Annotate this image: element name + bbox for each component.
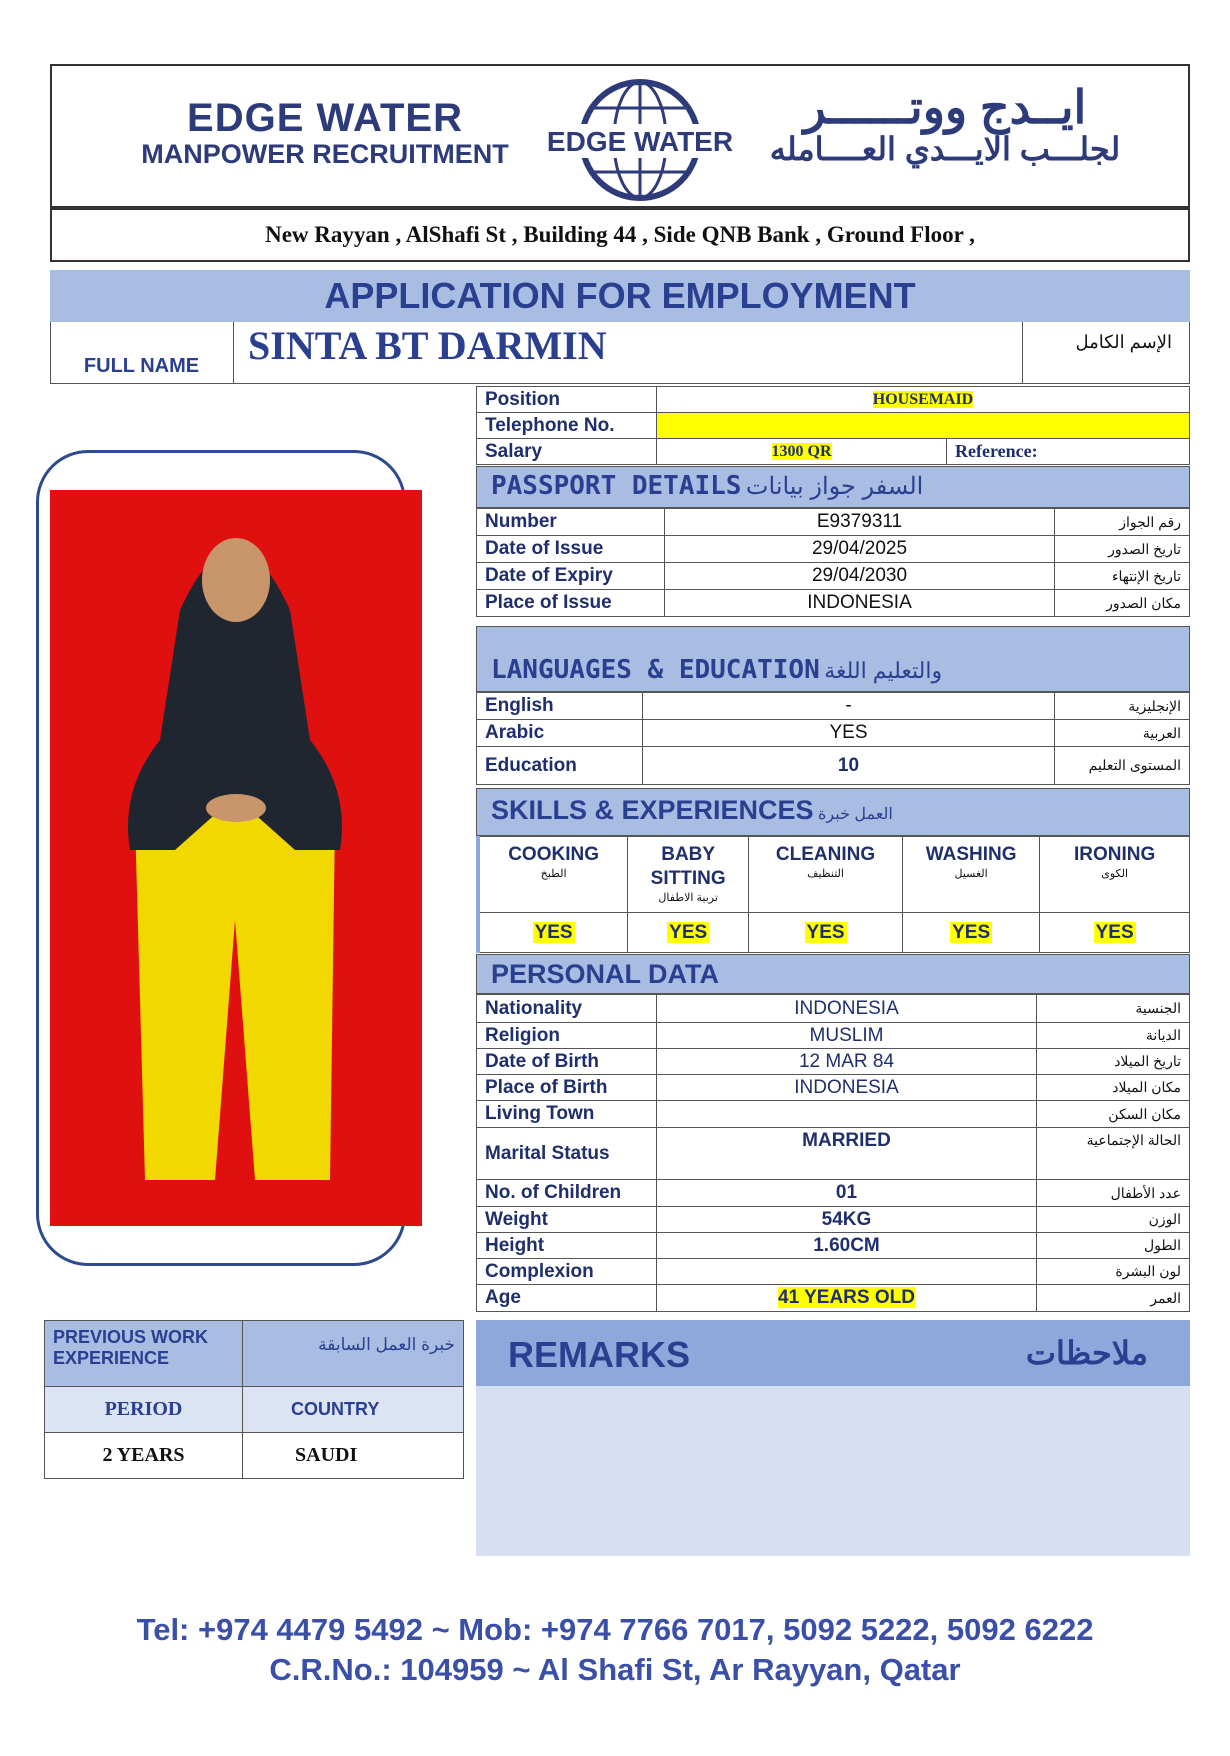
personal-row-label: Place of Birth: [477, 1075, 657, 1101]
table-row: [477, 1023, 1190, 1049]
personal-row-label: Height: [477, 1233, 657, 1259]
languages-row-value: -: [643, 693, 1055, 720]
personal-row-label-ar: لون البشرة: [1037, 1259, 1190, 1285]
table-row: [477, 536, 1190, 563]
skill-value-cell: [902, 913, 1039, 953]
table-row: [477, 720, 1190, 747]
table-row: [477, 1101, 1190, 1128]
passport-heading-ar: السفر جواز بيانات: [745, 473, 924, 500]
skill-value-cell: [628, 913, 749, 953]
skill-3: [902, 837, 1039, 913]
personal-row-label: No. of Children: [477, 1180, 657, 1207]
skill-label: BABY SITTING: [650, 844, 726, 889]
skill-value-cell: [749, 913, 903, 953]
languages-heading-ar: والتعليم اللغة: [824, 658, 943, 683]
work-experience-heading-ar: خبرة العمل السابقة: [318, 1335, 455, 1354]
skill-value-cell: [478, 913, 628, 953]
personal-row-value: INDONESIA: [794, 997, 899, 1019]
country-header: COUNTRY: [291, 1399, 380, 1419]
languages-row-label-ar: الإنجليزية: [1055, 693, 1190, 720]
personal-row-label: Complexion: [477, 1259, 657, 1285]
table-row: [477, 747, 1190, 785]
remarks-heading: [476, 1320, 1190, 1386]
languages-row-value: YES: [643, 720, 1055, 747]
table-row: [477, 1128, 1190, 1180]
company-name-line1: EDGE WATER: [187, 96, 463, 140]
passport-heading-en: PASSPORT DETAILS: [491, 471, 742, 501]
personal-row-value: 12 MAR 84: [798, 1050, 895, 1072]
salary-label: Salary: [477, 439, 657, 465]
personal-row-value: 54KG: [821, 1208, 872, 1230]
table-row: [477, 563, 1190, 590]
personal-table: [476, 994, 1190, 1312]
languages-row-label: Arabic: [477, 720, 643, 747]
personal-row-value: MUSLIM: [809, 1024, 884, 1046]
skill-0: [478, 837, 628, 913]
skill-label-ar: الكوى: [1101, 868, 1129, 880]
personal-row-label: Weight: [477, 1207, 657, 1233]
footer-contact: Tel: +974 4479 5492 ~ Mob: +974 7766 7017, 5092 5222, 5092 6222: [136, 1612, 1094, 1647]
skill-value: YES: [806, 921, 845, 943]
passport-row-label-ar: مكان الصدور: [1055, 590, 1190, 617]
company-logo: [540, 74, 740, 204]
skill-label: CLEANING: [775, 844, 876, 865]
skills-heading: [476, 788, 1190, 836]
personal-row-label-ar: الطول: [1037, 1233, 1190, 1259]
table-row: [477, 1259, 1190, 1285]
languages-row-label: Education: [477, 747, 643, 785]
table-row: [477, 1180, 1190, 1207]
passport-row-label: Date of Expiry: [477, 563, 665, 590]
personal-row-value: 1.60CM: [813, 1234, 880, 1256]
skills-heading-en: SKILLS & EXPERIENCES: [491, 795, 814, 825]
personal-row-label: Marital Status: [477, 1128, 657, 1180]
skill-label: WASHING: [925, 844, 1017, 865]
personal-row-label-ar: عدد الأطفال: [1037, 1180, 1190, 1207]
personal-row-label: Nationality: [477, 995, 657, 1023]
position-value: HOUSEMAID: [872, 390, 974, 408]
passport-row-value: 29/04/2025: [665, 536, 1055, 563]
page-title: APPLICATION FOR EMPLOYMENT: [324, 275, 916, 316]
skill-label: COOKING: [508, 844, 599, 865]
skill-value: YES: [952, 921, 991, 943]
full-name-label-ar: الإسم الكامل: [1022, 322, 1190, 384]
table-row: [477, 995, 1190, 1023]
personal-row-label: Age: [477, 1285, 657, 1312]
salary-value: 1300 QR: [771, 442, 832, 460]
passport-row-label-ar: تاريخ الإنتهاء: [1055, 563, 1190, 590]
remarks-heading-en: REMARKS: [508, 1334, 691, 1375]
full-name-label-text: FULL NAME: [83, 355, 200, 377]
personal-row-label: Living Town: [477, 1101, 657, 1128]
languages-table: [476, 692, 1190, 785]
table-row: [45, 1433, 464, 1479]
personal-row-label-ar: الجنسية: [1037, 995, 1190, 1023]
passport-row-label-ar: رقم الجواز: [1055, 509, 1190, 536]
full-name-value: SINTA BT DARMIN: [248, 323, 607, 368]
telephone-value: [657, 413, 1190, 439]
table-row: [477, 590, 1190, 617]
languages-row-label: English: [477, 693, 643, 720]
logo-text: EDGE WATER: [546, 126, 734, 157]
personal-row-label-ar: مكان الميلاد: [1037, 1075, 1190, 1101]
passport-row-label: Date of Issue: [477, 536, 665, 563]
position-label: Position: [477, 387, 657, 413]
footer-registration: C.R.No.: 104959 ~ Al Shafi St, Ar Rayyan, Qatar: [269, 1652, 961, 1687]
address-bar: [50, 208, 1190, 262]
job-info-table: [476, 386, 1190, 465]
passport-row-label-ar: تاريخ الصدور: [1055, 536, 1190, 563]
languages-heading-en: LANGUAGES & EDUCATION: [491, 655, 820, 685]
personal-row-label-ar: العمر: [1037, 1285, 1190, 1312]
passport-table: [476, 508, 1190, 617]
languages-heading: [476, 626, 1190, 692]
skill-label-ar: الغسيل: [954, 868, 988, 880]
address-text: New Rayyan , AlShafi St , Building 44 , Side QNB Bank , Ground Floor ,: [265, 222, 975, 247]
passport-row-label: Place of Issue: [477, 590, 665, 617]
skill-label: IRONING: [1074, 844, 1156, 865]
personal-row-label-ar: الحالة الإجتماعية: [1037, 1128, 1190, 1180]
passport-row-value: INDONESIA: [665, 590, 1055, 617]
table-row: [477, 1049, 1190, 1075]
table-row: [477, 1285, 1190, 1312]
personal-row-label-ar: تاريخ الميلاد: [1037, 1049, 1190, 1075]
personal-heading-text: PERSONAL DATA: [491, 959, 720, 989]
skill-label-ar: تربية الاطفال: [658, 892, 718, 904]
passport-row-value: 29/04/2030: [665, 563, 1055, 590]
company-name-ar-line2: لجلـــب الايـــدي العــــامله: [769, 131, 1121, 167]
company-name-en: [115, 96, 535, 170]
skill-value: YES: [669, 921, 708, 943]
title-bar: [50, 270, 1190, 322]
table-row: [477, 509, 1190, 536]
skills-heading-ar: العمل خبرة: [818, 806, 893, 823]
languages-row-label-ar: العربية: [1055, 720, 1190, 747]
personal-row-label-ar: مكان السكن: [1037, 1101, 1190, 1128]
skill-value: YES: [534, 921, 573, 943]
skill-value-cell: [1040, 913, 1190, 953]
skill-label-ar: التنظيف: [807, 868, 844, 880]
skill-label-ar: الطبخ: [540, 868, 567, 880]
work-period: 2 YEARS: [102, 1444, 185, 1466]
personal-row-label: Date of Birth: [477, 1049, 657, 1075]
company-name-ar-line1: ايــدج ووتــــــر: [803, 81, 1087, 133]
telephone-label: Telephone No.: [477, 413, 657, 439]
personal-row-label: Religion: [477, 1023, 657, 1049]
personal-heading: [476, 954, 1190, 994]
skill-4: [1040, 837, 1190, 913]
personal-row-value: 41 YEARS OLD: [778, 1287, 915, 1308]
passport-row-label: Number: [477, 509, 665, 536]
skill-value: YES: [1095, 921, 1134, 943]
remarks-heading-ar: ملاحظات: [1025, 1335, 1148, 1371]
remarks-area[interactable]: [476, 1386, 1190, 1556]
table-row: [477, 693, 1190, 720]
personal-row-value: INDONESIA: [794, 1076, 899, 1098]
passport-row-value: E9379311: [665, 509, 1055, 536]
applicant-photo: [50, 490, 422, 1226]
work-country: SAUDI: [295, 1444, 358, 1466]
languages-row-label-ar: المستوى التعليم: [1055, 747, 1190, 785]
company-name-ar: [740, 80, 1150, 168]
skill-1: [628, 837, 749, 913]
footer: [0, 1612, 1230, 1688]
skills-table: [476, 836, 1190, 953]
personal-row-label-ar: الديانة: [1037, 1023, 1190, 1049]
personal-row-value: MARRIED: [802, 1130, 891, 1151]
company-name-line2: MANPOWER RECRUITMENT: [141, 139, 509, 169]
passport-heading: [476, 466, 1190, 508]
table-row: [477, 1207, 1190, 1233]
personal-row-label-ar: الوزن: [1037, 1207, 1190, 1233]
languages-row-value: 10: [643, 747, 1055, 785]
skill-2: [749, 837, 903, 913]
full-name-label: [50, 322, 234, 384]
period-header: PERIOD: [104, 1398, 183, 1420]
work-experience-heading: PREVIOUS WORK EXPERIENCE: [53, 1327, 209, 1368]
table-row: [477, 1233, 1190, 1259]
work-experience-table: [44, 1320, 464, 1479]
personal-row-value: 01: [835, 1182, 858, 1203]
table-row: [477, 1075, 1190, 1101]
reference-label: Reference:: [947, 439, 1190, 465]
